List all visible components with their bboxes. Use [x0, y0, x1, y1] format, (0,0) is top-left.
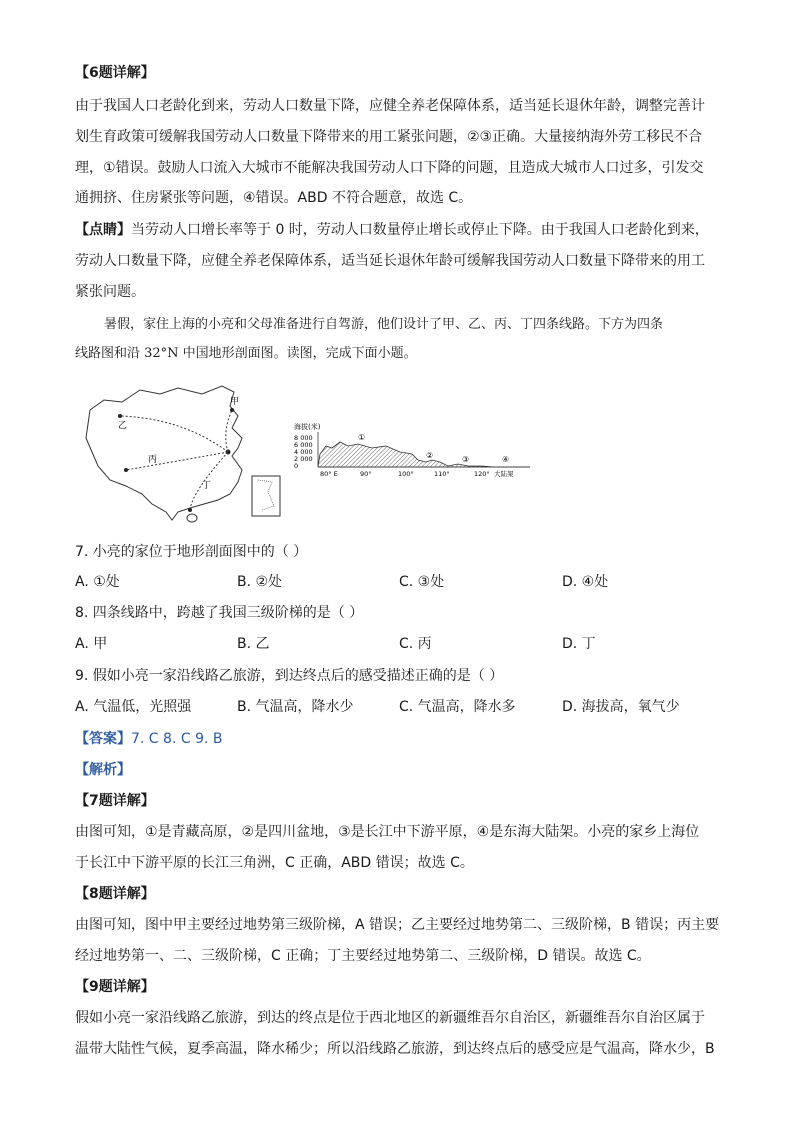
question-9-stem: 9. 假如小亮一家沿线路乙旅游，到达终点后的感受描述正确的是（ ）: [75, 668, 504, 684]
q7-line-1: 由图可知，①是青藏高原，②是四川盆地，③是长江中下游平原，④是东海大陆架。小亮的家乡上海位: [75, 824, 700, 840]
route-bing-end: [124, 468, 128, 472]
q8-line-2: 经过地势第一、二、三级阶梯，C 正确；丁主要经过地势第二、三级阶梯，D 错误。故选 C。: [75, 948, 651, 964]
route-bing: [126, 452, 228, 470]
jiexi-tag: 【解析】: [75, 762, 131, 778]
map-label-bing: 丙: [148, 455, 158, 465]
route-map-and-profile-figure: [82, 382, 552, 530]
profile-marker-2: ②: [426, 451, 434, 460]
hainan-island: [187, 514, 197, 522]
intro-line-2: 线路图和沿 32°N 中国地形剖面图。读图，完成下面小题。: [75, 346, 417, 361]
question-7-stem: 7. 小亮的家位于地形剖面图中的（ ）: [75, 544, 308, 560]
route-jia-end: [230, 408, 234, 412]
q7-heading: 【7题详解】: [75, 793, 155, 809]
q8-heading: 【8题详解】: [75, 886, 155, 902]
intro-line-1: 暑假，家住上海的小亮和父母准备进行自驾游，他们设计了甲、乙、丙、丁四条线路。下方为四条: [104, 317, 664, 332]
profile-xtick-80: 80° E: [320, 470, 338, 478]
q6-heading: 【6题详解】: [75, 65, 155, 81]
dianjing-line-3: 紧张问题。: [75, 284, 145, 300]
q8-line-1: 由图可知，图中甲主要经过地势第三级阶梯，A 错误；乙主要经过地势第二、三级阶梯，B 错误；丙主要: [75, 917, 720, 933]
china-map-outline: [86, 386, 242, 520]
q6-line-2: 划生育政策可缓解我国劳动人口数量下降带来的用工紧张问题，②③正确。大量接纳海外劳工移民不合: [75, 129, 703, 145]
profile-xtick-90: 90°: [360, 470, 372, 478]
answer-tag: 【答案】: [75, 731, 131, 747]
profile-ytick-0: 0: [294, 462, 299, 470]
question-8-option-b: B. 乙: [237, 636, 270, 652]
dianjing-line-2: 劳动人口数量下降，应健全养老保障体系，适当延长退休年龄可缓解我国劳动人口数量下降带来的用工: [75, 253, 705, 269]
profile-marker-1: ①: [358, 433, 366, 442]
profile-xtick-120: 120°: [474, 470, 490, 478]
profile-ytick-8000: 8 000: [294, 434, 313, 442]
south-china-sea-inset: [252, 476, 280, 516]
route-ding-end: [188, 508, 192, 512]
map-label-ding: 丁: [202, 481, 212, 491]
dianjing-line-1: [75, 220, 709, 240]
map-label-yi: 乙: [118, 421, 128, 431]
profile-marker-4: ④: [502, 455, 510, 464]
profile-marker-3: ③: [462, 455, 470, 464]
map-label-jia: 甲: [230, 397, 240, 407]
route-jia: [226, 410, 232, 452]
profile-xtick-110: 110°: [434, 470, 450, 478]
profile-ylabel: 海拔(米): [294, 423, 321, 431]
inset-coast: [258, 480, 274, 510]
question-9-option-a: A. 气温低，光照强: [75, 699, 192, 715]
q6-line-3: 理，①错误。鼓励人口流入大城市不能解决我国劳动人口下降的问题，且造成大城市人口过多，引发交: [75, 160, 704, 176]
question-7-option-a: A. ①处: [75, 574, 120, 590]
q9-line-1: 假如小亮一家沿线路乙旅游，到达的终点是位于西北地区的新疆维吾尔自治区，新疆维吾尔自治区属于: [75, 1010, 705, 1026]
profile-end-label: 大陆架: [494, 470, 514, 478]
answer-line: [75, 729, 222, 749]
profile-terrain: [318, 442, 530, 467]
question-8-option-a: A. 甲: [75, 636, 108, 652]
question-8-option-c: C. 丙: [399, 636, 432, 652]
question-7-option-b: B. ②处: [237, 574, 283, 590]
dianjing-tag: 【点睛】: [75, 222, 131, 238]
question-8-option-d: D. 丁: [562, 636, 596, 652]
profile-xtick-100: 100°: [398, 470, 414, 478]
question-7-option-d: D. ④处: [562, 574, 609, 590]
question-8-stem: 8. 四条线路中，跨越了我国三级阶梯的是（ ）: [75, 605, 364, 621]
q7-line-2: 于长江中下游平原的长江三角洲，C 正确，ABD 错误；故选 C。: [75, 855, 474, 871]
q6-line-1: 由于我国人口老龄化到来，劳动人口数量下降，应健全养老保障体系，适当延长退休年龄，调整完善计: [75, 98, 705, 114]
q9-heading: 【9题详解】: [75, 979, 155, 995]
answer-values: 7. C 8. C 9. B: [131, 731, 223, 747]
q9-line-2: 温带大陆性气候，夏季高温，降水稀少；所以沿线路乙旅游，到达终点后的感受应是气温高，降水少，B: [75, 1041, 715, 1057]
question-9-option-b: B. 气温高，降水少: [237, 699, 354, 715]
q6-line-4: 通拥挤、住房紧张等问题，④错误。ABD 不符合题意，故选 C。: [75, 190, 473, 206]
route-yi: [120, 416, 228, 452]
route-yi-end: [118, 414, 122, 418]
question-7-option-c: C. ③处: [399, 574, 445, 590]
profile-ytick-4000: 4 000: [294, 448, 313, 456]
question-9-option-c: C. 气温高，降水多: [399, 699, 516, 715]
profile-ytick-6000: 6 000: [294, 441, 313, 449]
dianjing-text-1: 当劳动人口增长率等于 0 时，劳动人口数量停止增长或停止下降。由于我国人口老龄化到来，: [131, 222, 709, 238]
question-9-option-d: D. 海拔高，氧气少: [562, 699, 680, 715]
figure-svg: [82, 382, 552, 530]
profile-ytick-2000: 2 000: [294, 455, 313, 463]
